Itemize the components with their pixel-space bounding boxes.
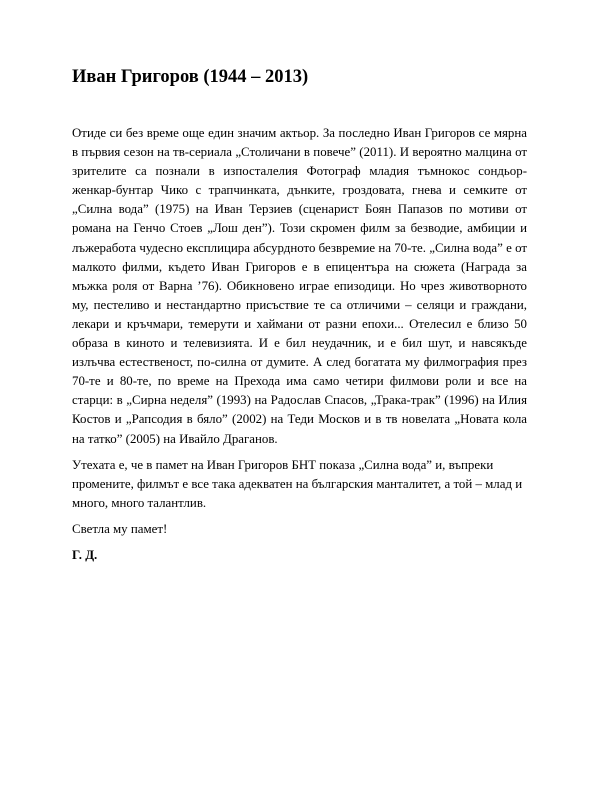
article-title: Иван Григоров (1944 – 2013) [72, 67, 309, 87]
paragraph-main: Отиде си без време още един значим актьор. За последно Иван Григоров се мярна в първия сезон на тв-сериала „Столичани в повече” (2011). И вероятно малцина от зрителите са познали в изпосталелия Фотограф младия тъмнокос сондьор-женкар-бунтар Чико с трапчинката, дънките, гроздовата, гнева и семките от „Силна вода” (1975) на Иван Терзиев (сценарист Боян Папазов по мотиви от романа на Генчо Стоев „Лош ден”). Този скромен филм за безводие, амбиции и лъжеработа чудесно експлицира абсурдното безвремие на 70-те. „Силна вода” е от малкото филми, където Иван Григоров е в епицентъра на сюжета (Награда за мъжка роля от Варна ’76). Обикновено играе епизодици. Но чрез животворното му, пестеливо и нестандартно присъствие те са отличими – селяци и граждани, лекари и кръчмари, темерути и хаймани от разни епохи... Отелесил е близо 50 образа в киното и телевизията. И е бил неудачник, и е бил шут, и навсякъде излъчва естественост, по-силна от думите. А след богатата му филмография през 70-те и 80-те, по време на Прехода има само четири филмови роли и все на старци: в „Сирна неделя” (1993) на Радослав Спасов, „Трака-трак” (1996) на Илия Костов и „Рапсодия в бяло” (2002) на Теди Москов и в тв новелата „Новата кола на татко” (2005) на Ивайло Драганов. [72, 126, 527, 446]
paragraph-farewell: Светла му памет! [72, 521, 168, 536]
paragraph-tribute: Утехата е, че в памет на Иван Григоров БНТ показа „Силна вода” и, въпреки промените, филмът е все така адекватен на българския манталитет, а той – млад и много, много талантлив. [72, 457, 523, 510]
article-body [72, 124, 527, 565]
author-signature: Г. Д. [72, 547, 98, 562]
